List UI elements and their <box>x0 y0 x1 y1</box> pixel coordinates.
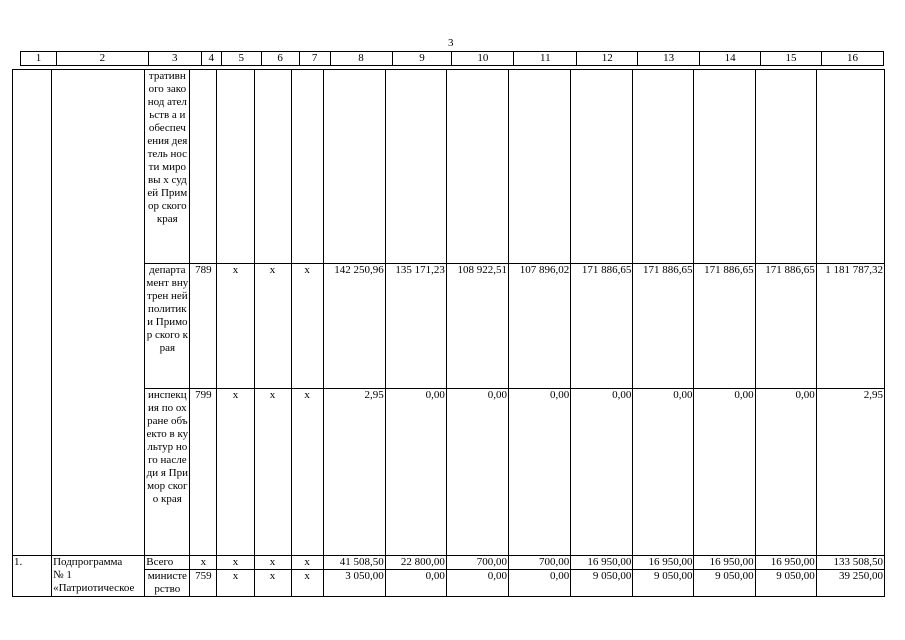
cell-grbs <box>190 70 217 264</box>
cell-value <box>509 70 571 264</box>
cell-value: 700,00 <box>446 556 508 570</box>
cell-value: 0,00 <box>446 570 508 597</box>
col-num-8: 8 <box>330 52 392 66</box>
cell-value: 16 950,00 <box>755 556 816 570</box>
cell-pr: x <box>254 556 291 570</box>
cell-value: 108 922,51 <box>446 264 508 389</box>
cell-total <box>816 70 884 264</box>
cell-pr: x <box>254 389 291 556</box>
cell-value: 9 050,00 <box>633 570 694 597</box>
cell-value: 700,00 <box>509 556 571 570</box>
cell-value: 9 050,00 <box>755 570 816 597</box>
cell-rz: x <box>217 389 254 556</box>
cell-pr: x <box>254 570 291 597</box>
cell-value: 16 950,00 <box>633 556 694 570</box>
cell-total: 2,95 <box>816 389 884 556</box>
cell-value: 135 171,23 <box>385 264 446 389</box>
cell-value: 0,00 <box>571 389 633 556</box>
cell-total: 133 508,50 <box>816 556 884 570</box>
cell-responsible: департа мент внутрен ней политик и Примор ского края <box>145 264 190 389</box>
cell-value <box>755 70 816 264</box>
cell-grbs: x <box>190 556 217 570</box>
page-number: 3 <box>448 37 454 49</box>
cell-value: 171 886,65 <box>694 264 755 389</box>
cell-value: 0,00 <box>755 389 816 556</box>
cell-value: 16 950,00 <box>694 556 755 570</box>
cell-rz: x <box>217 570 254 597</box>
cell-program-name <box>52 556 145 597</box>
cell-value <box>694 70 755 264</box>
cell-responsible: инспекц ия по охране объекто в культур ного наследи я Примор ского края <box>145 389 190 556</box>
cell-value: 0,00 <box>694 389 755 556</box>
col-num-2: 2 <box>56 52 148 66</box>
cell-program-name <box>52 70 145 556</box>
cell-pr: x <box>254 264 291 389</box>
cell-vr <box>291 70 323 264</box>
budget-table <box>12 69 885 597</box>
cell-rz: x <box>217 556 254 570</box>
col-num-6: 6 <box>261 52 299 66</box>
cell-value <box>323 70 385 264</box>
cell-value: 0,00 <box>385 570 446 597</box>
cell-value: 16 950,00 <box>571 556 633 570</box>
cell-value: 22 800,00 <box>385 556 446 570</box>
cell-vr: x <box>291 570 323 597</box>
cell-responsible: министе рство <box>145 570 190 597</box>
col-num-9: 9 <box>392 52 452 66</box>
cell-value <box>571 70 633 264</box>
cell-value <box>633 70 694 264</box>
cell-value: 171 886,65 <box>571 264 633 389</box>
cell-rz: x <box>217 264 254 389</box>
cell-value: 0,00 <box>509 570 571 597</box>
cell-vr: x <box>291 556 323 570</box>
cell-value: 3 050,00 <box>323 570 385 597</box>
cell-value: 0,00 <box>385 389 446 556</box>
cell-value: 171 886,65 <box>755 264 816 389</box>
cell-value: 41 508,50 <box>323 556 385 570</box>
col-num-1: 1 <box>21 52 57 66</box>
col-num-13: 13 <box>638 52 700 66</box>
col-num-16: 16 <box>821 52 883 66</box>
cell-vr: x <box>291 389 323 556</box>
cell-total: 39 250,00 <box>816 570 884 597</box>
program-name-line: № 1 «Патриотическое <box>53 569 135 594</box>
col-num-10: 10 <box>452 52 514 66</box>
cell-grbs: 789 <box>190 264 217 389</box>
cell-value <box>385 70 446 264</box>
cell-value: 171 886,65 <box>633 264 694 389</box>
col-num-4: 4 <box>201 52 221 66</box>
cell-row-number <box>13 70 52 556</box>
table-row <box>13 70 885 264</box>
col-num-12: 12 <box>577 52 638 66</box>
cell-value: 142 250,96 <box>323 264 385 389</box>
col-num-5: 5 <box>221 52 261 66</box>
table-row <box>13 556 885 570</box>
cell-responsible: тративн ого законод ательств а и обеспеч ения деятель ности мировы х судей Примор ского края <box>145 70 190 264</box>
cell-value: 9 050,00 <box>571 570 633 597</box>
col-num-11: 11 <box>514 52 577 66</box>
cell-pr <box>254 70 291 264</box>
cell-value: 0,00 <box>633 389 694 556</box>
cell-total: 1 181 787,32 <box>816 264 884 389</box>
cell-value: 9 050,00 <box>694 570 755 597</box>
cell-value: 2,95 <box>323 389 385 556</box>
cell-grbs: 799 <box>190 389 217 556</box>
cell-value: 0,00 <box>509 389 571 556</box>
cell-value: 107 896,02 <box>509 264 571 389</box>
cell-row-number: 1. <box>13 556 52 597</box>
cell-value <box>446 70 508 264</box>
cell-rz <box>217 70 254 264</box>
column-number-header <box>20 51 884 66</box>
col-num-15: 15 <box>761 52 822 66</box>
cell-value: 0,00 <box>446 389 508 556</box>
program-name-line: Подпрограмма <box>53 556 123 568</box>
col-num-14: 14 <box>700 52 761 66</box>
col-num-7: 7 <box>299 52 330 66</box>
col-num-3: 3 <box>148 52 201 66</box>
cell-vr: x <box>291 264 323 389</box>
cell-grbs: 759 <box>190 570 217 597</box>
cell-responsible: Всего <box>145 556 190 570</box>
